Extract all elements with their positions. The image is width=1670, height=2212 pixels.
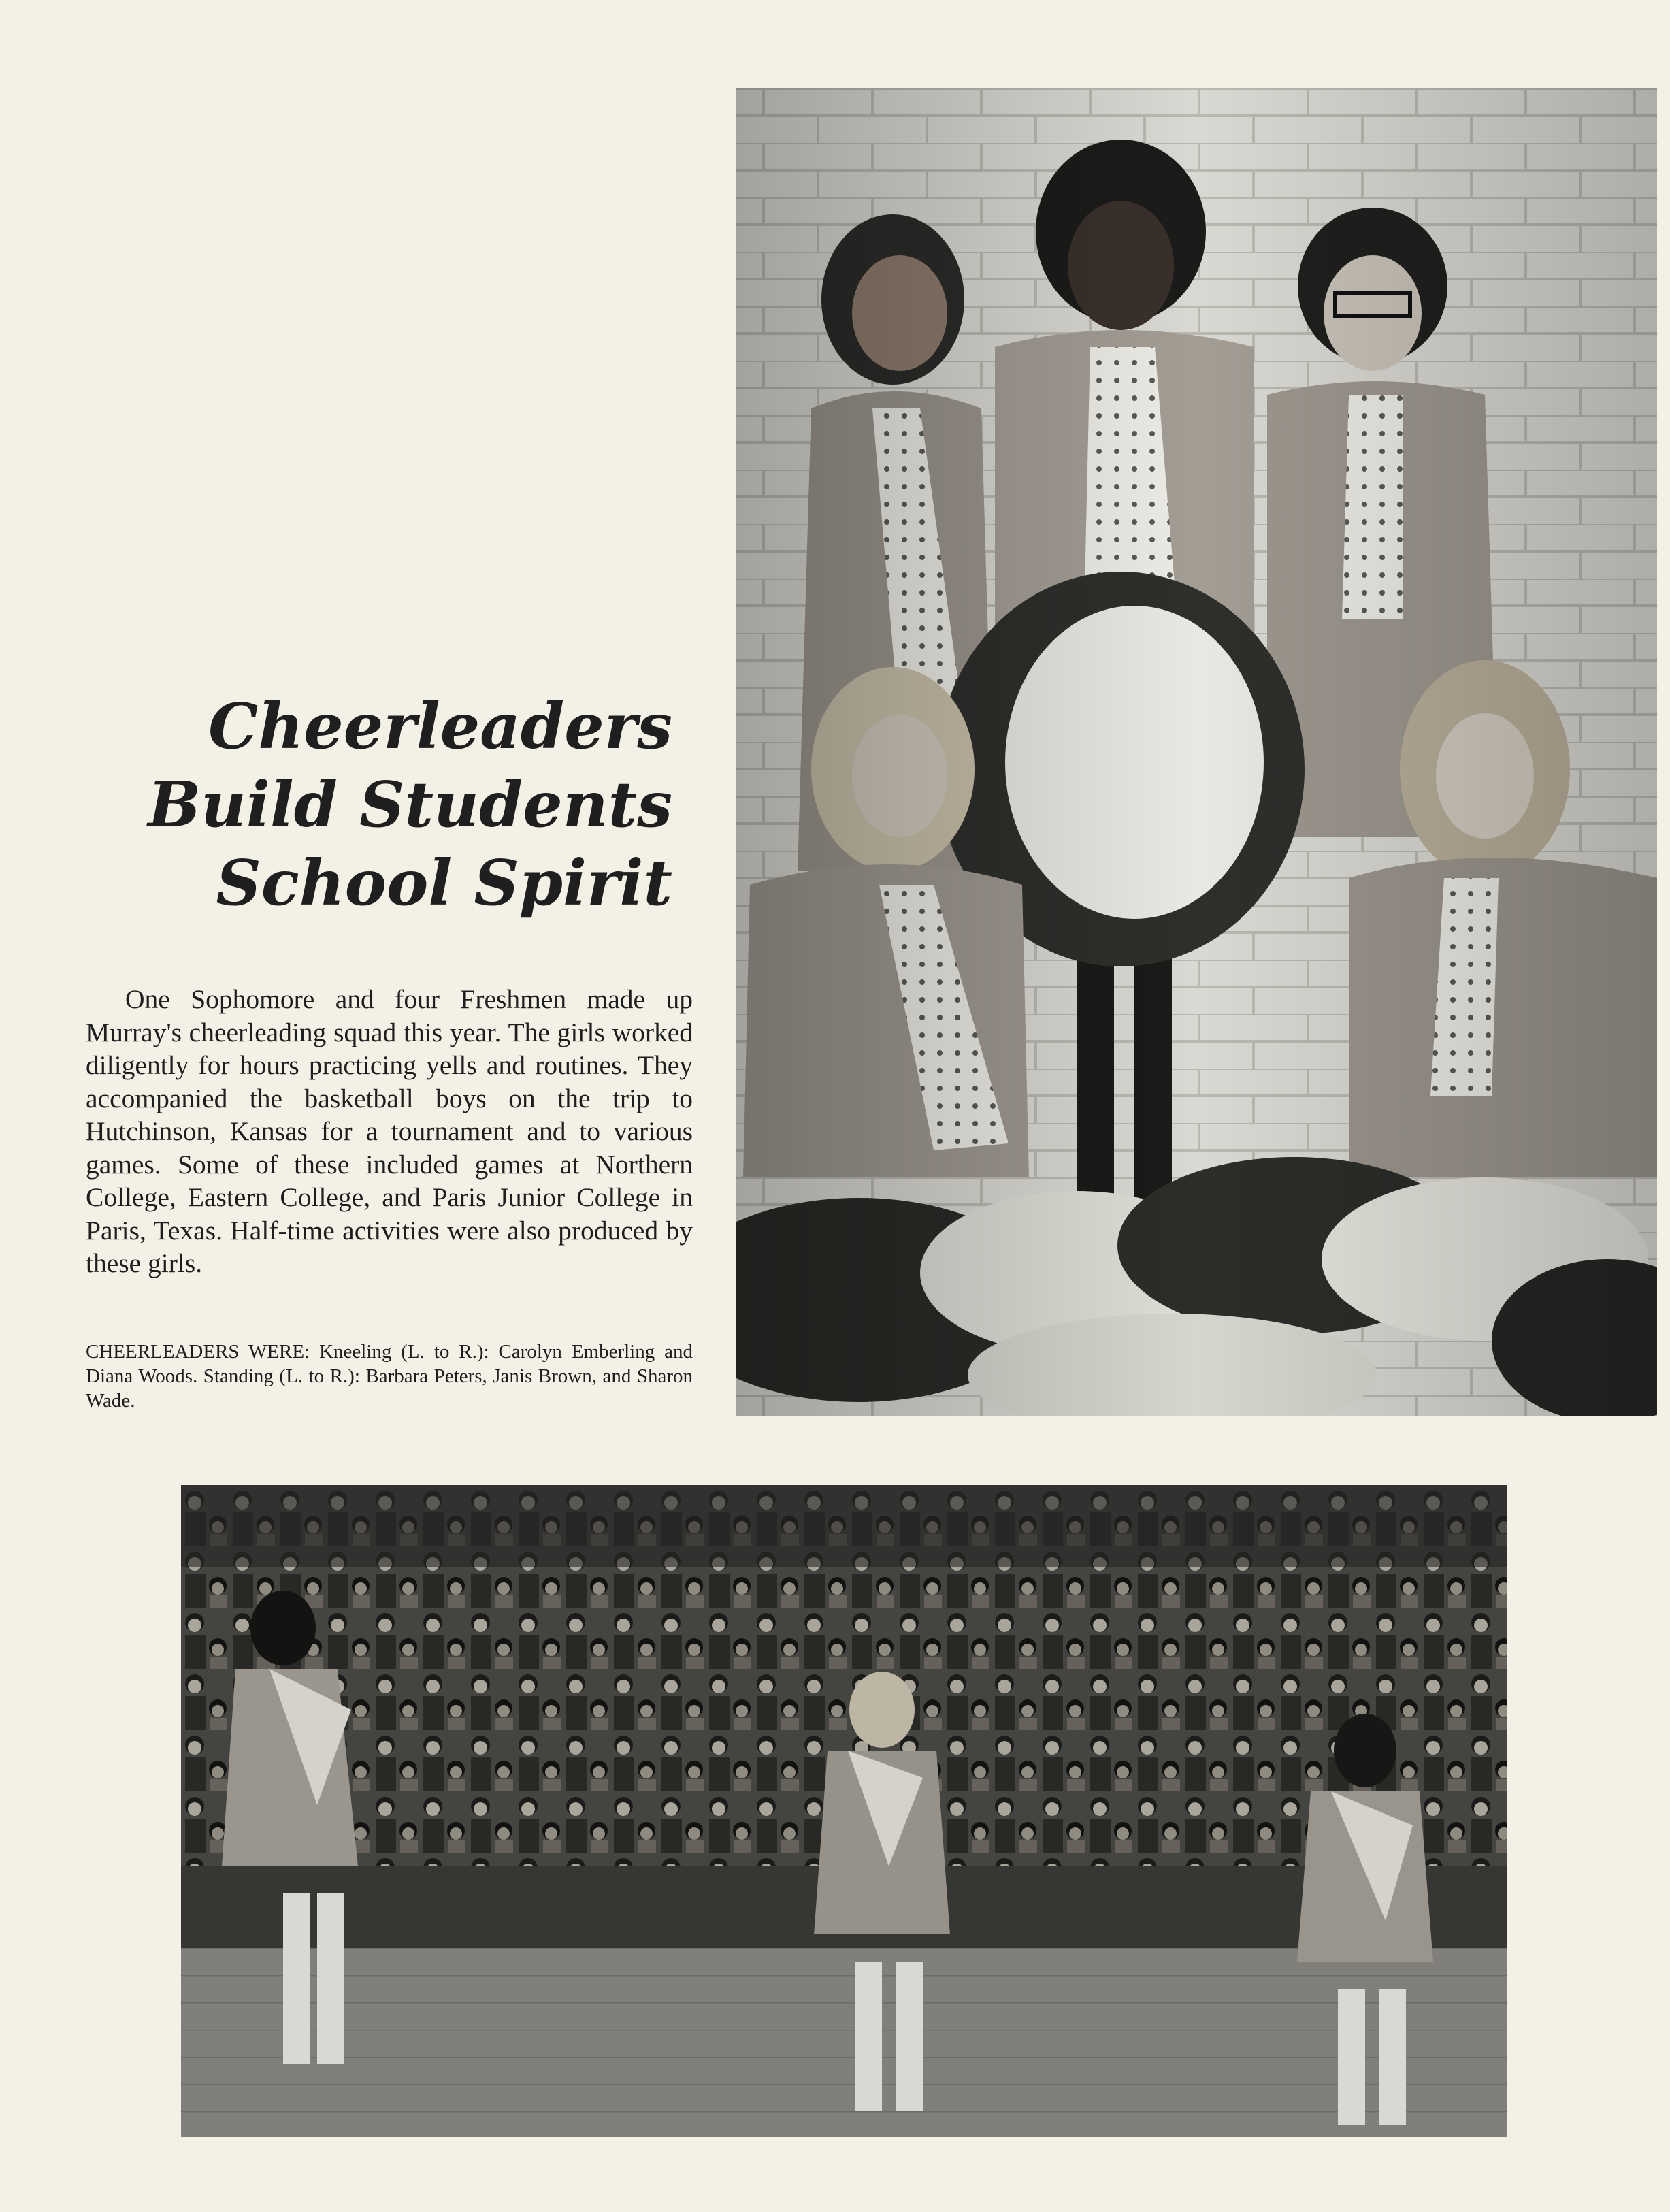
page-headline (60, 687, 672, 922)
headline-line-3: School Spirit (216, 846, 672, 920)
crowd-cheering-photo (181, 1485, 1507, 2137)
article-body: One Sophomore and four Freshmen made up Murray's cheerleading squad this year. The girls worked diligently for hours practicing yells and routines. They accompanied the basketball boys on the trip to Hutchinson, Kansas for a tournament and to various games. Some of these included games at Northern College, Eastern College, and Paris Junior College in Paris, Texas. Half-time activities were also produced by these girls. (86, 984, 693, 1278)
crowd-photo-graphic (181, 1485, 1507, 2137)
headline-line-1: Cheerleaders (208, 689, 672, 763)
cheerleaders-group-photo (736, 88, 1657, 1416)
cheerleaders-photo-graphic (736, 88, 1657, 1416)
photo-caption: CHEERLEADERS WERE: Kneeling (L. to R.): Carolyn Emberling and Diana Woods. Standing (L. to R.): Barbara Peters, Janis Brown, and Sharon Wade. (86, 1341, 693, 1412)
headline-line-2: Build Students (148, 768, 672, 841)
